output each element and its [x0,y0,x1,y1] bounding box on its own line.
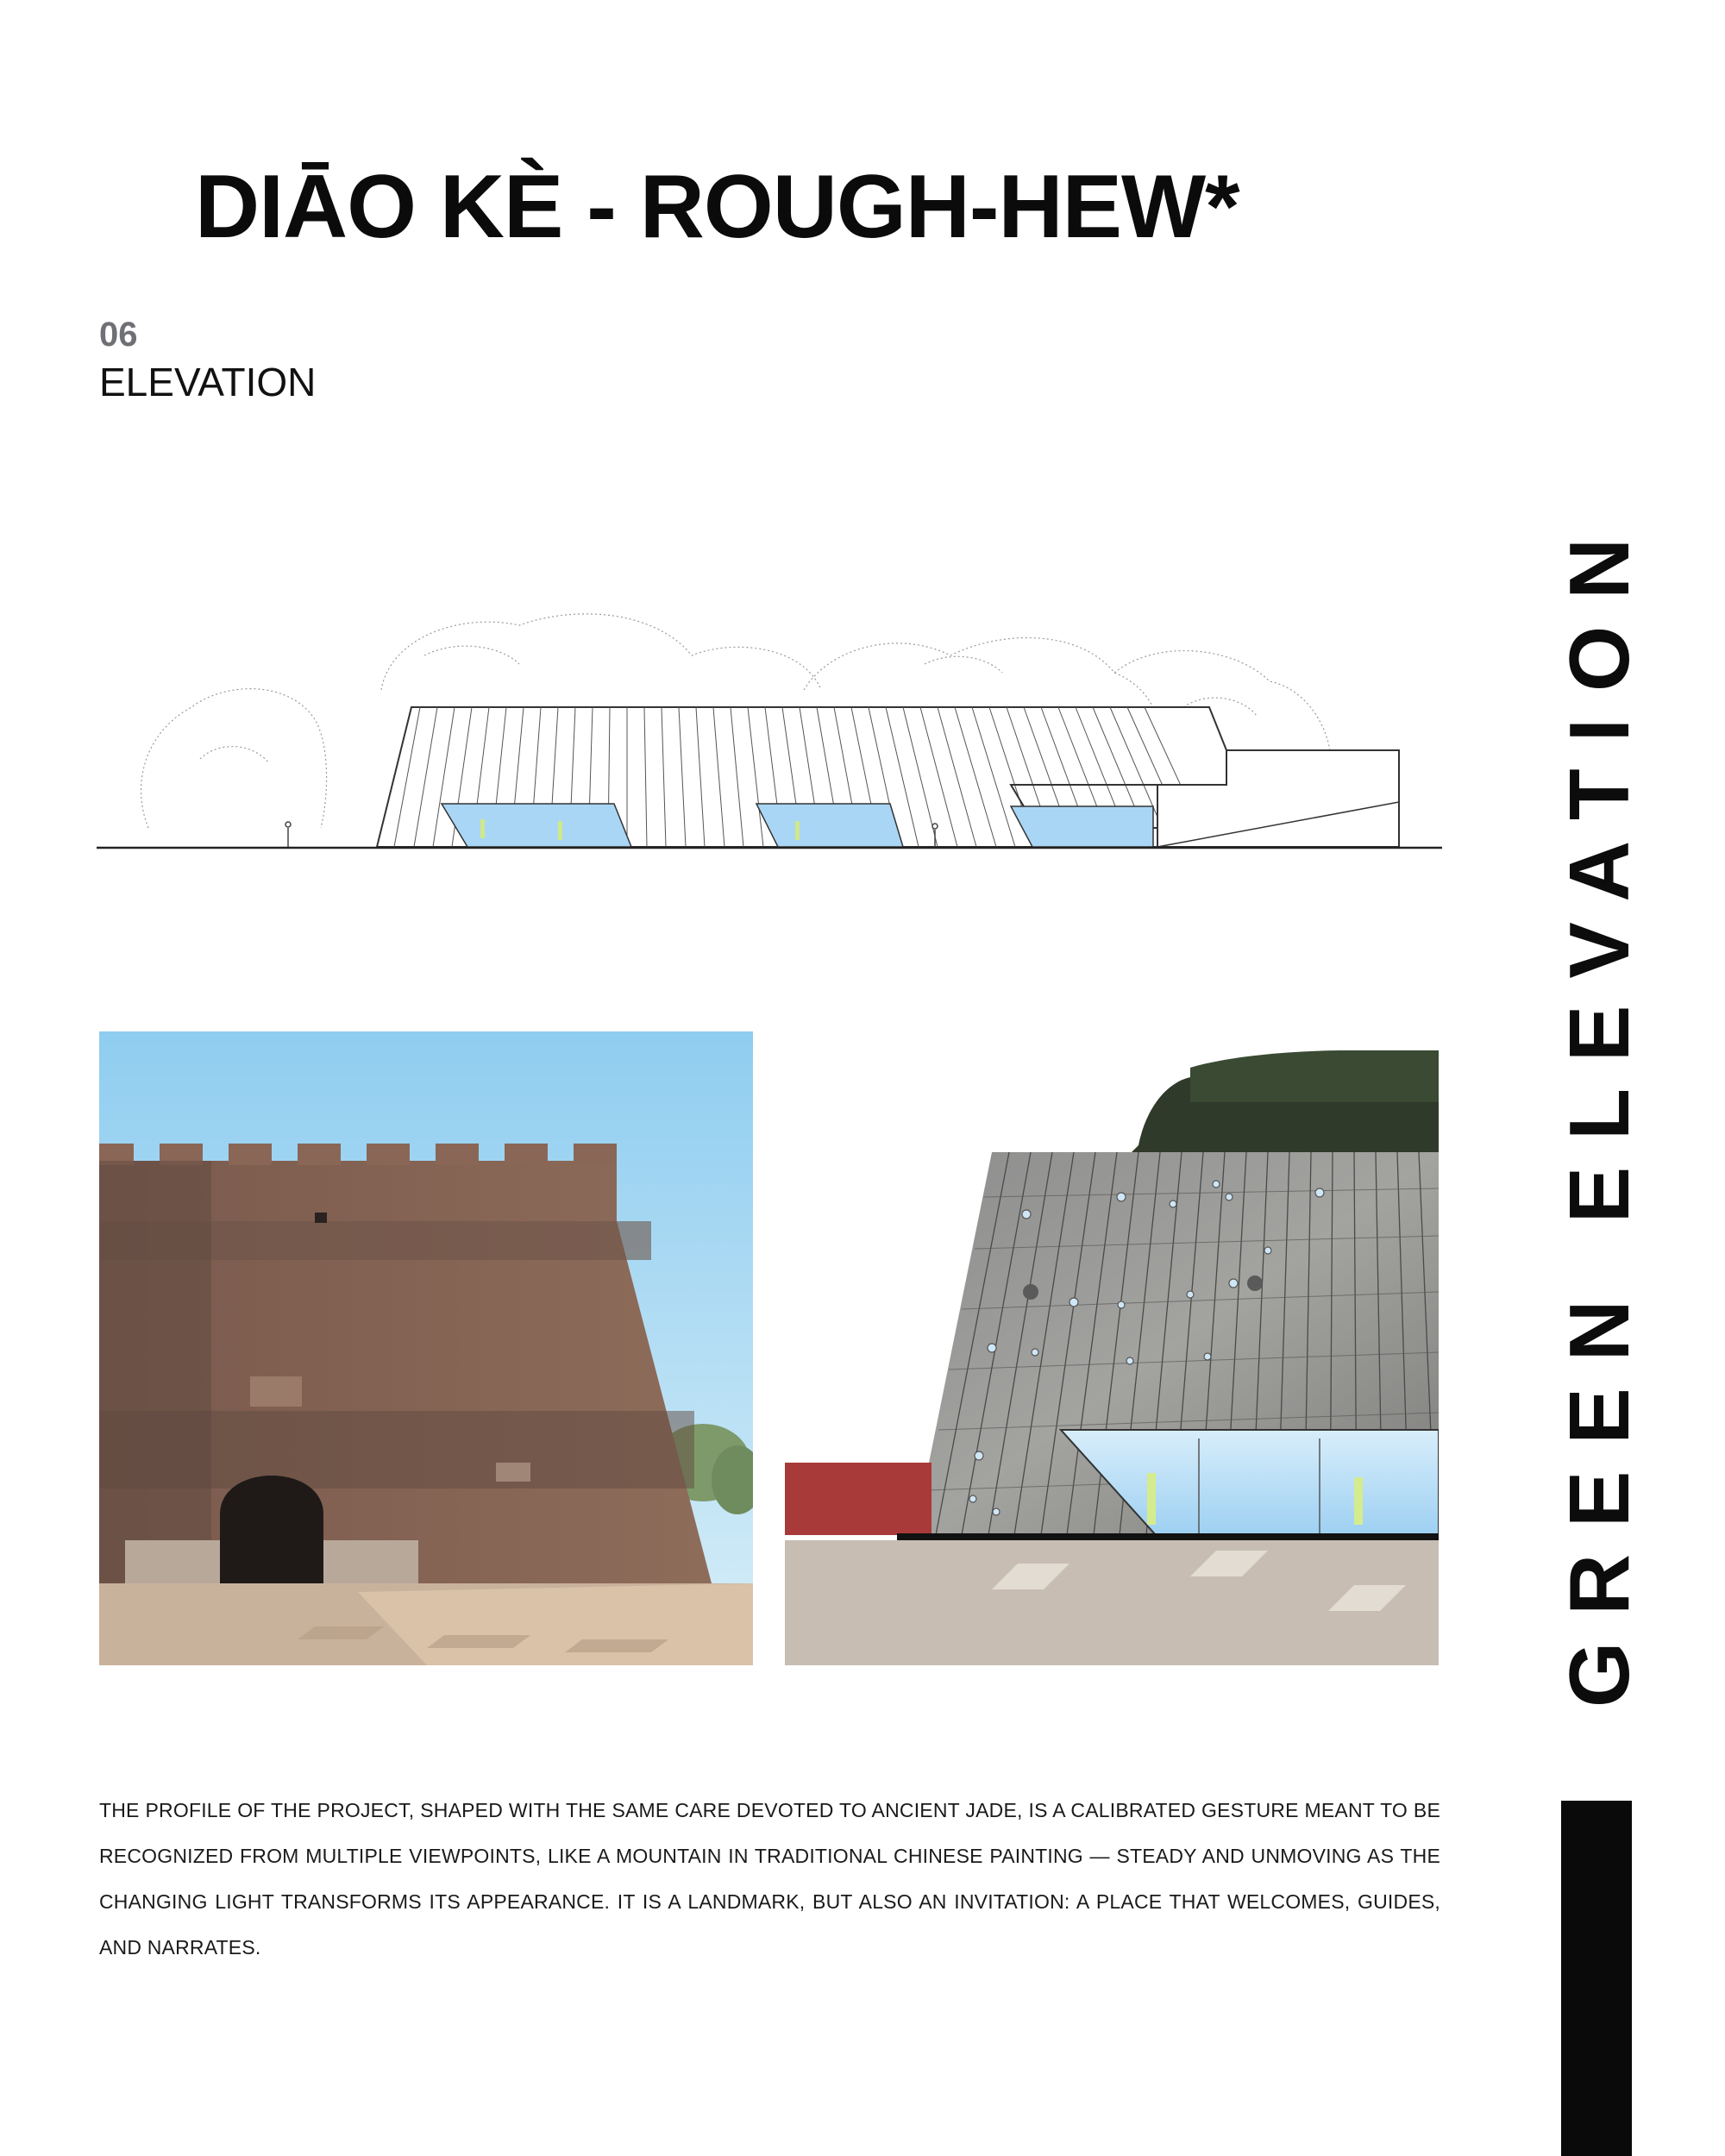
side-label: GREEN ELEVATION [1552,511,1647,1708]
section-number: 06 [99,316,138,354]
description-paragraph: THE PROFILE OF THE PROJECT, SHAPED WITH THE SAME CARE DEVOTED TO ANCIENT JADE, IS A CALIBRATED GESTURE MEANT TO BE RECOGNIZED FROM MULTIPLE VIEWPOINTS, LIKE A MOUNTAIN IN TRADITIONAL CHINESE PAINTING — STEADY AND UNMOVING AS THE CHANGING LIGHT TRANSFORMS ITS APPEARANCE. IT IS A LANDMARK, BUT ALSO AN INVITATION: A PLACE THAT WELCOMES, GUIDES, AND NARRATES. [99,1799,1440,1959]
decorative-bar [1561,1801,1632,2156]
section-title: ELEVATION [99,360,317,404]
page-title: DIĀO KÈ - ROUGH-HEW* [195,157,1239,257]
elevation-line-drawing [97,578,1442,862]
facade-render [785,1050,1439,1665]
city-wall-photo [99,1031,753,1665]
